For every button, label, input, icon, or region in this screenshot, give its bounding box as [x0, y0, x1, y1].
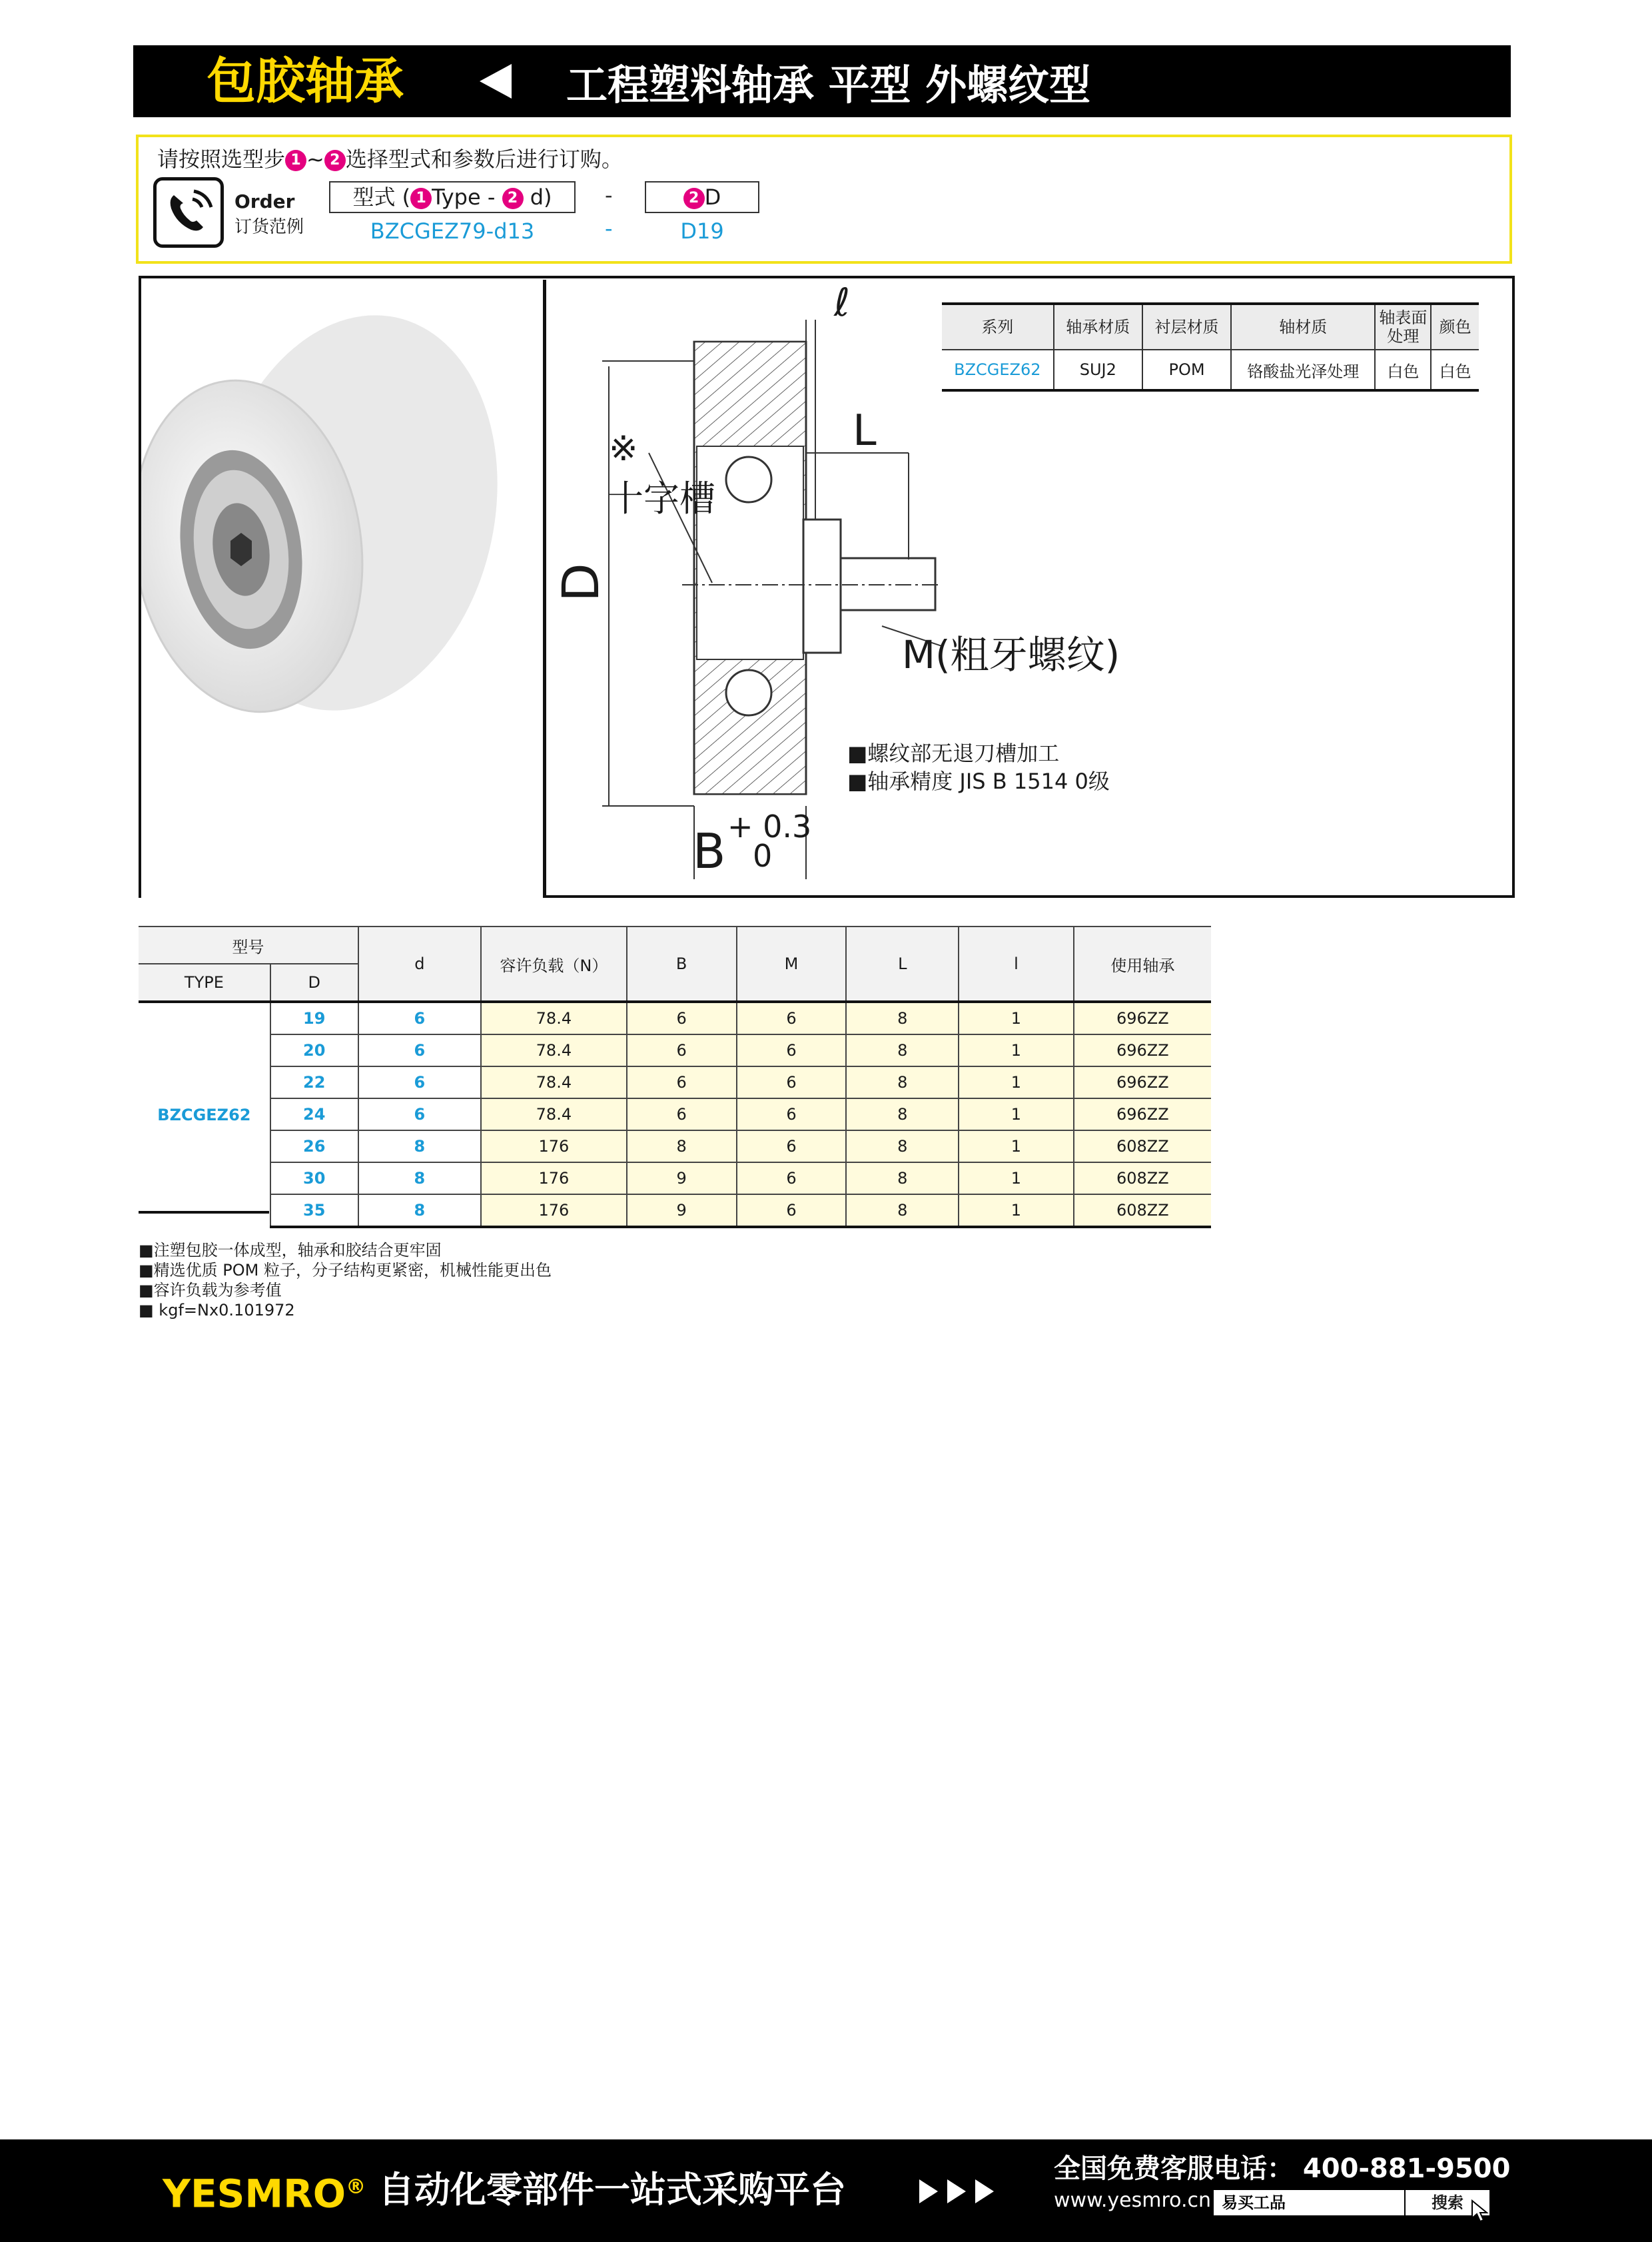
footer-url[interactable]: www.yesmro.cn	[1054, 2189, 1212, 2212]
order-dash-2: -	[605, 216, 613, 241]
spec-th: 轴承材质	[1054, 304, 1142, 350]
spec-th: 系列	[942, 304, 1054, 350]
dim-B: B	[693, 823, 726, 879]
type-box-step-2: 2	[502, 188, 524, 209]
spec-th: 轴表面处理	[1375, 304, 1431, 350]
cell-l: 1	[959, 1034, 1074, 1066]
thread-label: M(粗牙螺纹)	[902, 632, 1120, 677]
step-1-badge: 1	[285, 150, 306, 171]
footer-hotline: 全国免费客服电话： 400-881-9500	[1054, 2153, 1511, 2184]
search-input-text: 易买工品	[1222, 2193, 1286, 2212]
footer-slogan: 自动化零部件一站式采购平台	[378, 2169, 846, 2211]
tol-plus: + 0.3	[727, 809, 812, 845]
example-d: D19	[680, 218, 724, 244]
cell-l: 1	[959, 1194, 1074, 1227]
header-category: 包胶轴承	[206, 53, 404, 110]
th-bearing: 使用轴承	[1074, 927, 1211, 1002]
cell-B: 9	[627, 1162, 737, 1194]
arrow-right-icon	[947, 2179, 966, 2203]
order-instruction	[157, 143, 623, 176]
example-type: BZCGEZ79-d13	[370, 218, 535, 244]
cell-L: 8	[846, 1002, 959, 1034]
cell-load: 78.4	[481, 1034, 627, 1066]
table-row	[139, 1098, 1211, 1130]
cell-D: 30	[270, 1162, 358, 1194]
th-L: L	[846, 927, 959, 1002]
cell-d: 8	[358, 1162, 481, 1194]
cell-d: 6	[358, 1066, 481, 1098]
notes	[139, 1240, 552, 1320]
cell-L: 8	[846, 1194, 959, 1227]
cell-bearing: 696ZZ	[1074, 1098, 1211, 1130]
cell-d: 8	[358, 1130, 481, 1162]
cell-B: 6	[627, 1002, 737, 1034]
spec-th: 衬层材质	[1142, 304, 1231, 350]
note: ■精选优质 POM 粒子，分子结构更紧密，机械性能更出色	[139, 1261, 552, 1280]
cell-M: 6	[737, 1162, 847, 1194]
order-type-box	[329, 181, 576, 213]
spec-table	[942, 302, 1479, 392]
cell-B: 8	[627, 1130, 737, 1162]
spec-cell: 白色	[1375, 350, 1431, 390]
cell-D: 22	[270, 1066, 358, 1098]
order-label-en: Order	[234, 190, 295, 212]
note: ■注塑包胶一体成型，轴承和胶结合更牢固	[139, 1241, 442, 1260]
cell-bearing: 608ZZ	[1074, 1130, 1211, 1162]
spec-row	[942, 350, 1479, 390]
slot-label: 十字槽	[608, 478, 715, 520]
cell-B: 6	[627, 1034, 737, 1066]
spec-th: 颜色	[1431, 304, 1479, 350]
product-photo	[141, 280, 546, 898]
cell-load: 176	[481, 1194, 627, 1227]
cell-M: 6	[737, 1066, 847, 1098]
spec-cell: 白色	[1431, 350, 1479, 390]
spec-th: 轴材质	[1231, 304, 1375, 350]
cell-L: 8	[846, 1162, 959, 1194]
order-d-box	[645, 181, 759, 213]
cell-l: 1	[959, 1098, 1074, 1130]
cell-L: 8	[846, 1066, 959, 1098]
cell-load: 78.4	[481, 1002, 627, 1034]
th-load: 容许负载（N）	[481, 927, 627, 1002]
cell-M: 6	[737, 1002, 847, 1034]
type-cell: BZCGEZ62	[157, 1106, 251, 1124]
cell-load: 176	[481, 1162, 627, 1194]
spec-cell: 铬酸盐光泽处理	[1231, 350, 1375, 390]
cell-bearing: 608ZZ	[1074, 1194, 1211, 1227]
order-label-cn: 订货范例	[234, 217, 304, 237]
note: ■ kgf=Nx0.101972	[139, 1301, 295, 1319]
cell-d: 6	[358, 1002, 481, 1034]
brand-reg: ®	[346, 2175, 366, 2199]
type-box-text-b: Type -	[432, 185, 496, 210]
arrow-right-icon	[975, 2179, 994, 2203]
arrow-right-icon	[919, 2179, 938, 2203]
table-row	[139, 1162, 1211, 1194]
figure-notes	[847, 739, 1110, 795]
search-button[interactable]: 搜索	[1404, 2190, 1489, 2215]
d-box-step-2: 2	[683, 188, 705, 209]
cell-d: 6	[358, 1034, 481, 1066]
brand-logo[interactable]	[163, 2161, 366, 2220]
order-dash-1: -	[605, 183, 613, 208]
brand-name: YESMRO	[163, 2171, 346, 2217]
th-group: 型号	[139, 927, 358, 964]
th-d: d	[358, 927, 481, 1002]
note: ■容许负载为参考值	[139, 1281, 282, 1300]
figure-note: ■轴承精度 JIS B 1514 0级	[847, 769, 1110, 794]
cell-l: 1	[959, 1066, 1074, 1098]
th-B: B	[627, 927, 737, 1002]
type-bottom-rule	[139, 1211, 269, 1214]
th-type: TYPE	[139, 964, 270, 1002]
instruction-text-b: 选择型式和参数后进行订购。	[345, 147, 623, 172]
cell-D: 20	[270, 1034, 358, 1066]
d-box-text: D	[704, 185, 721, 210]
cell-l: 1	[959, 1130, 1074, 1162]
cell-l: 1	[959, 1162, 1074, 1194]
cell-D: 26	[270, 1130, 358, 1162]
instruction-tilde: ~	[306, 147, 324, 172]
type-box-step-1: 1	[410, 188, 432, 209]
cell-d: 8	[358, 1194, 481, 1227]
cell-l: 1	[959, 1002, 1074, 1034]
cell-d: 6	[358, 1098, 481, 1130]
cell-D: 35	[270, 1194, 358, 1227]
instruction-text-a: 请按照选型步	[157, 147, 286, 172]
cell-B: 6	[627, 1098, 737, 1130]
type-box-text-c: d)	[530, 185, 552, 210]
table-row	[139, 1034, 1211, 1066]
table-row	[139, 1130, 1211, 1162]
table-row	[139, 1002, 1211, 1034]
dim-L: L	[853, 406, 877, 456]
type-box-text-a: 型式 (	[352, 185, 411, 210]
cell-bearing: 696ZZ	[1074, 1002, 1211, 1034]
cell-M: 6	[737, 1194, 847, 1227]
cell-bearing: 696ZZ	[1074, 1034, 1211, 1066]
step-2-badge: 2	[324, 150, 346, 171]
cell-D: 19	[270, 1002, 358, 1034]
table-row	[139, 1194, 1211, 1227]
cell-D: 24	[270, 1098, 358, 1130]
dimension-table	[139, 926, 1211, 1228]
cell-L: 8	[846, 1034, 959, 1066]
th-D: D	[270, 964, 358, 1002]
spec-header-row	[942, 304, 1479, 350]
header-title: 工程塑料轴承 平型 外螺纹型	[566, 61, 1091, 109]
cell-M: 6	[737, 1034, 847, 1066]
dim-D: D	[550, 563, 610, 602]
cursor-icon	[1471, 2199, 1491, 2223]
cell-bearing: 608ZZ	[1074, 1162, 1211, 1194]
cell-B: 6	[627, 1066, 737, 1098]
th-M: M	[737, 927, 847, 1002]
cell-load: 176	[481, 1130, 627, 1162]
cell-M: 6	[737, 1130, 847, 1162]
phone-icon	[153, 177, 224, 248]
back-arrow-icon[interactable]	[480, 64, 512, 99]
cell-bearing: 696ZZ	[1074, 1066, 1211, 1098]
th-l: l	[959, 927, 1074, 1002]
spec-cell: SUJ2	[1054, 350, 1142, 390]
spec-cell: BZCGEZ62	[942, 350, 1054, 390]
cell-L: 8	[846, 1098, 959, 1130]
tol-zero: 0	[753, 838, 773, 874]
spec-cell: POM	[1142, 350, 1231, 390]
cell-load: 78.4	[481, 1066, 627, 1098]
cell-L: 8	[846, 1130, 959, 1162]
table-row	[139, 1066, 1211, 1098]
dim-l-small: ℓ	[834, 280, 850, 325]
cell-M: 6	[737, 1098, 847, 1130]
cell-B: 9	[627, 1194, 737, 1227]
table-header-row	[139, 927, 1211, 964]
figure-note: ■螺纹部无退刀槽加工	[847, 741, 1060, 766]
note-mark: ※	[609, 429, 638, 469]
cell-load: 78.4	[481, 1098, 627, 1130]
